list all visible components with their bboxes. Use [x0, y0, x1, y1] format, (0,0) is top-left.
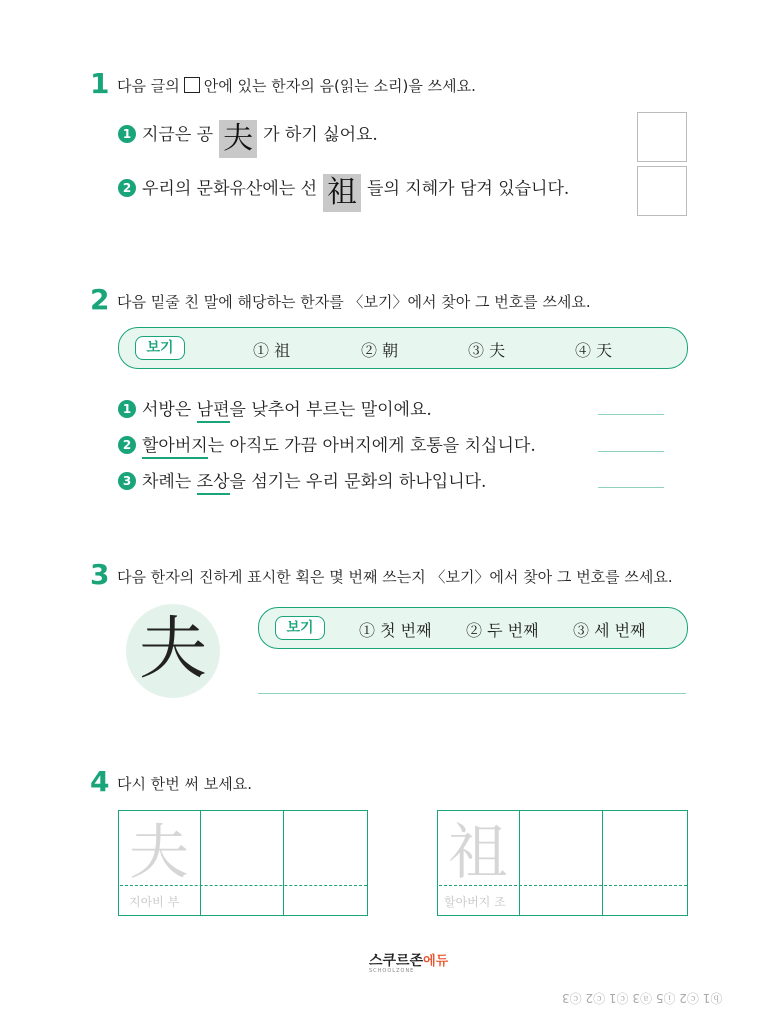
q1-item-2-post: 들의 지혜가 담겨 있습니다.: [367, 179, 570, 199]
q1-item-1-pre: 지금은 공: [142, 125, 214, 145]
question-4-instruction: 다시 한번 써 보세요.: [117, 775, 252, 793]
q1-answer-box-2[interactable]: [637, 166, 687, 216]
question-number-1: 1: [90, 67, 110, 100]
question-1-instruction: [117, 75, 476, 96]
q1-item-1: [118, 120, 378, 158]
q2-item-1: [118, 395, 432, 420]
question-number-4: 4: [90, 765, 110, 798]
item-marker: 3: [118, 472, 136, 490]
q3-bogi-label: 보기: [275, 616, 325, 640]
q2-bogi-box: [118, 327, 688, 369]
q3-option-1: ① 첫 번째: [359, 621, 432, 640]
q2-item-1-post: 을 낮추어 부르는 말이에요.: [229, 400, 432, 420]
q1-item-2-pre: 우리의 문화유산에는 선: [142, 179, 318, 199]
question-number-3: 3: [90, 558, 110, 591]
item-marker: 2: [118, 179, 136, 197]
q3-bogi-box: [258, 607, 688, 649]
q4-grid-1-cell-1[interactable]: [118, 810, 202, 916]
question-number-2: 2: [90, 283, 110, 316]
q4-grid-2-label: 할아버지 조: [444, 895, 506, 909]
q2-option-2: ② 朝: [361, 341, 399, 360]
q1-instruction-pre: 다음 글의: [117, 77, 180, 95]
question-2-instruction: 다음 밑줄 친 말에 해당하는 한자를 〈보기〉에서 찾아 그 번호를 쓰세요.: [117, 293, 591, 311]
item-marker: 2: [118, 436, 136, 454]
q2-item-1-pre: 서방은: [142, 400, 197, 420]
q4-grid-1-guide-line: [120, 885, 367, 886]
q2-answer-line-1[interactable]: [598, 414, 664, 415]
q4-grid-1-cell-2[interactable]: [200, 810, 285, 916]
item-marker: 1: [118, 400, 136, 418]
q1-item-2-hanja: 祖: [323, 174, 361, 212]
q2-item-1-underlined: 남편: [197, 400, 230, 423]
q4-grid-1-label: 지아비 부: [129, 895, 180, 909]
q2-item-2: [118, 431, 536, 456]
q4-grid-2-guide-line: [439, 885, 687, 886]
logo-sub: SCHOOLZONE: [369, 968, 415, 974]
question-3-instruction: 다음 한자의 진하게 표시한 획은 몇 번째 쓰는지 〈보기〉에서 찾아 그 번호를 쓰세요.: [117, 568, 673, 586]
q4-grid-1-cell-3[interactable]: [283, 810, 368, 916]
logo-accent: 에듀: [423, 954, 449, 969]
publisher-logo: [369, 950, 448, 974]
q2-option-4: ④ 天: [575, 341, 613, 360]
blank-square-icon: [184, 77, 200, 93]
q3-option-3: ③ 세 번째: [573, 621, 646, 640]
q2-item-3: [118, 467, 486, 492]
q4-grid-1-ghost-hanja: 夫: [129, 818, 189, 888]
logo-main: 스쿠르존: [369, 953, 424, 969]
q2-item-2-underlined: 할아버지: [142, 436, 208, 459]
q2-option-1: ① 祖: [253, 341, 291, 360]
q1-instruction-post: 안에 있는 한자의 음(읽는 소리)을 쓰세요.: [203, 77, 476, 95]
q3-hanja-circle: [126, 604, 220, 698]
q4-grid-2-cell-3[interactable]: [602, 810, 688, 916]
q1-item-2: [118, 174, 569, 212]
q1-answer-box-1[interactable]: [637, 112, 687, 162]
q2-answer-line-3[interactable]: [598, 487, 664, 488]
q2-option-3: ③ 夫: [468, 341, 506, 360]
q2-item-3-pre: 차례는: [142, 472, 197, 492]
q3-answer-line[interactable]: [258, 693, 686, 694]
q3-hanja: 夫: [138, 610, 207, 689]
q4-grid-2-cell-1[interactable]: [437, 810, 521, 916]
q2-item-3-underlined: 조상: [197, 472, 230, 495]
q2-answer-line-2[interactable]: [598, 451, 664, 452]
answer-key-footer: ⓑ1 ⓒ2 ⓘ5 ⓐ3 ⓒ1 ⓒ2 ⓒ3: [562, 991, 723, 1005]
q4-grid-2-ghost-hanja: 祖: [448, 818, 508, 888]
q3-option-2: ② 두 번째: [466, 621, 539, 640]
q4-grid-2-cell-2[interactable]: [519, 810, 604, 916]
q2-bogi-label: 보기: [135, 336, 185, 360]
item-marker: 1: [118, 125, 136, 143]
q1-item-1-post: 가 하기 싫어요.: [263, 125, 378, 145]
q2-item-2-post: 는 아직도 가끔 아버지에게 호통을 치십니다.: [207, 436, 536, 456]
q1-item-1-hanja: 夫: [219, 120, 257, 158]
q2-item-3-post: 을 섬기는 우리 문화의 하나입니다.: [229, 472, 487, 492]
